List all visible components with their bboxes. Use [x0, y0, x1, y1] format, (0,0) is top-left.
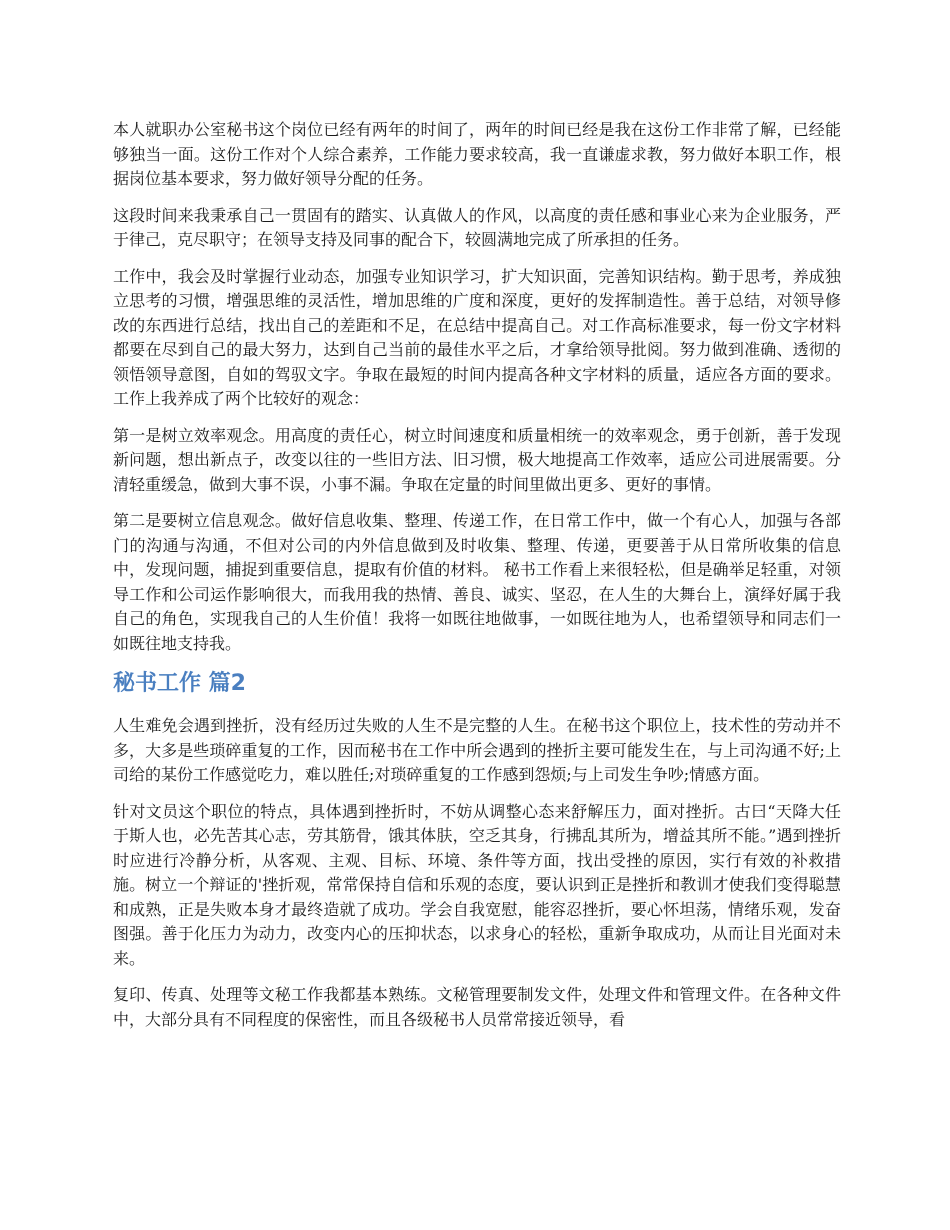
- paragraph: 第一是树立效率观念。用高度的责任心，树立时间速度和质量相统一的效率观念，勇于创新，善于发现新问题，想出新点子，改变以往的一些旧方法、旧习惯，极大地提高工作效率，适应公司进展需要。分清轻重缓急，做到大事不误，小事不漏。争取在定量的时间里做出更多、更好的事情。: [113, 425, 841, 494]
- section-2: [113, 714, 841, 1032]
- paragraph: 工作中，我会及时掌握行业动态，加强专业知识学习，扩大知识面，完善知识结构。勤于思考，养成独立思考的习惯，增强思维的灵活性，增加思维的广度和深度，更好的发挥制造性。善于总结，对领导修改的东西进行总结，找出自己的差距和不足，在总结中提高自己。对工作高标准要求，每一份文字材料都要在尽到自己的最大努力，达到自己当前的最佳水平之后，才拿给领导批阅。努力做到准确、透彻的领悟领导意图，自如的驾驭文字。争取在最短的时间内提高各种文字材料的质量，适应各方面的要求。 工作上我养成了两个比较好的观念：: [113, 266, 841, 408]
- section-heading: 秘书工作 篇2: [113, 671, 246, 696]
- paragraph: 复印、传真、处理等文秘工作我都基本熟练。文秘管理要制发文件，处理文件和管理文件。在各种文件中，大部分具有不同程度的保密性，而且各级秘书人员常常接近领导，看: [113, 985, 841, 1029]
- paragraph: 本人就职办公室秘书这个岗位已经有两年的时间了，两年的时间已经是我在这份工作非常了解，已经能够独当一面。这份工作对个人综合素养，工作能力要求较高，我一直谦虚求教，努力做好本职工作，根据岗位基本要求，努力做好领导分配的任务。: [113, 120, 841, 188]
- paragraph: 人生难免会遇到挫折，没有经历过失败的人生不是完整的人生。在秘书这个职位上，技术性的劳动并不多，大多是些琐碎重复的工作，因而秘书在工作中所会遇到的挫折主要可能发生在，与上司沟通不好;上司给的某份工作感觉吃力，难以胜任;对琐碎重复的工作感到怨烦;与上司发生争吵;情感方面。: [113, 716, 841, 784]
- section-1: [113, 118, 841, 656]
- paragraph: 针对文员这个职位的特点，具体遇到挫折时，不妨从调整心态来舒解压力，面对挫折。古曰“天降大任于斯人也，必先苦其心志，劳其筋骨，饿其体肤，空乏其身，行拂乱其所为，增益其所不能。”遇到挫折时应进行冷静分析，从客观、主观、目标、环境、条件等方面，找出受挫的原因，实行有效的补救措施。树立一个辩证的'挫折观，常常保持自信和乐观的态度，要认识到正是挫折和教训才使我们变得聪慧和成熟，正是失败本身才最终造就了成功。学会自我宽慰，能容忍挫折，要心怀坦荡，情绪乐观，发奋图强。善于化压力为动力，改变内心的压抑状态，以求身心的轻松，重新争取成功，从而让目光面对未来。: [113, 801, 841, 968]
- paragraph: 这段时间来我秉承自己一贯固有的踏实、认真做人的作风，以高度的责任感和事业心来为企业服务，严于律己，克尽职守；在领导支持及同事的配合下，较圆满地完成了所承担的任务。: [113, 205, 841, 249]
- document-page: [113, 118, 841, 1044]
- paragraph: 第二是要树立信息观念。做好信息收集、整理、传递工作，在日常工作中，做一个有心人，加强与各部门的沟通与沟通，不但对公司的内外信息做到及时收集、整理、传递，更要善于从日常所收集的信息中，发现问题，捕捉到重要信息，提取有价值的材料。 秘书工作看上来很轻松，但是确举足轻重，对领导工作和公司运作影响很大，而我用我的热情、善良、诚实、坚忍，在人生的大舞台上，演绎好属于我自己的角色，实现我自己的人生价值！我将一如既往地做事，一如既往地为人，也希望领导和同志们一如既往地支持我。: [113, 511, 841, 653]
